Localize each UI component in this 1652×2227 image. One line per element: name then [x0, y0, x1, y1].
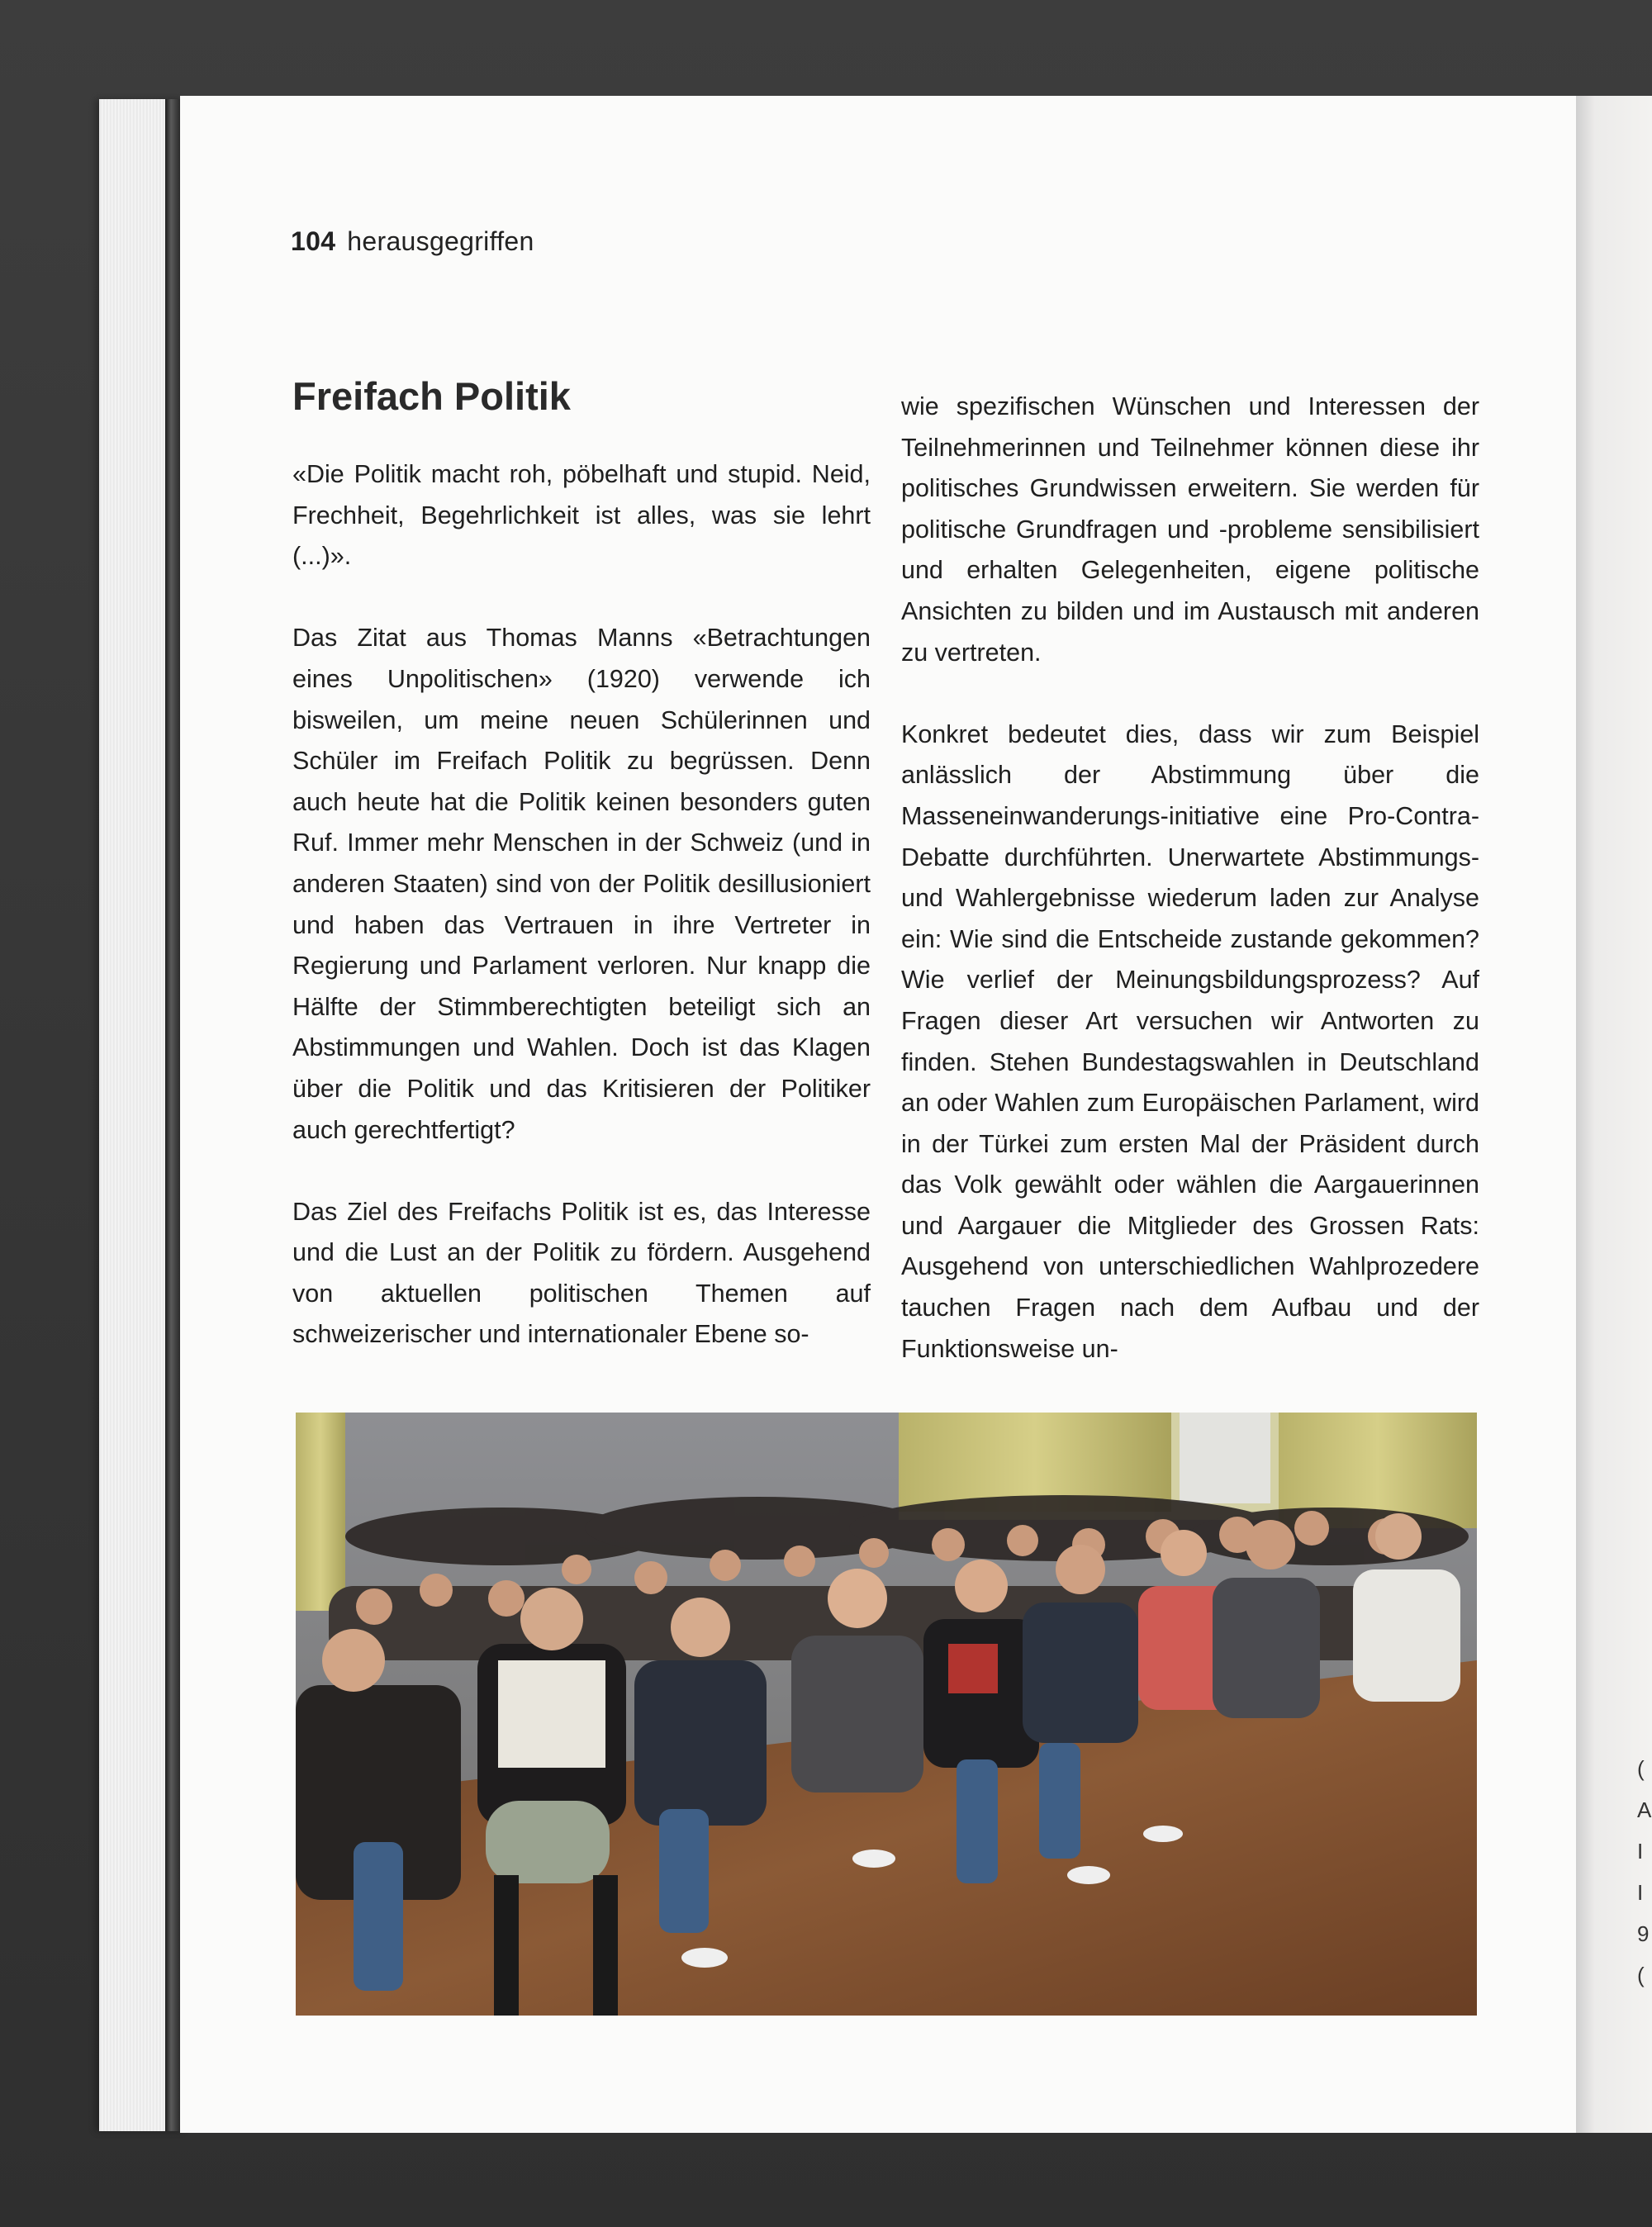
next-page-fragment: I [1637, 1839, 1644, 1864]
paragraph: wie spezifischen Wünschen und Interessen der Teilnehmerinnen und Teilnehmer können diese ihr politisches Grundwissen erweitern. Sie werden für politische Grundfragen und -probleme sensibilisiert und erhalten Gelegenheiten, eigene politische Ansichten zu bilden und im Austausch mit anderen zu vertreten. [901, 392, 1479, 667]
next-page-fragment: 9 [1637, 1921, 1650, 1946]
opening-quote: «Die Politik macht roh, pöbelhaft und stupid. Neid, Frechheit, Begehrlichkeit ist alles, was sie lehrt (...)». [292, 460, 871, 571]
classroom-illustration [296, 1413, 1477, 2016]
paragraph: Das Zitat aus Thomas Manns «Betrachtungen eines Unpolitischen» (1920) verwende ich bisweilen, um meine neuen Schülerinnen und Schüler im Freifach Politik zu begrüssen. Denn auch heute hat die Politik keinen besonders guten Ruf. Immer mehr Menschen in der Schweiz (und in anderen Staaten) sind von der Politik desillusioniert und haben das Vertrauen in ihre Vertreter in Regierung und Parlament verloren. Nur knapp die Hälfte der Stimmberechtigten beteiligt sich an Abstimmungen und Wahlen. Doch ist das Klagen über die Politik und das Kritisieren der Politiker auch gerechtfertigt? [292, 624, 871, 1144]
book-spine [165, 99, 180, 2131]
section-title: herausgegriffen [347, 226, 534, 256]
next-page-edge [1576, 96, 1652, 2133]
page-number: 104 [291, 226, 336, 256]
next-page-fragment: ( [1637, 1756, 1645, 1781]
article-title: Freifach Politik [292, 374, 571, 418]
left-column [292, 372, 871, 1397]
running-head [291, 226, 534, 257]
right-column [901, 387, 1479, 1411]
paragraph: Konkret bedeutet dies, dass wir zum Beispiel anlässlich der Abstimmung über die Masseneinwanderungs-initiative eine Pro-Contra-Debatte durchführten. Unerwartete Abstimmungs- und Wahlergebnisse wiederum laden zur Analyse ein: Wie sind die Entscheide zustande gekommen? Wie verlief der Meinungsbildungsprozess? Auf Fragen dieser Art versuchen wir Antworten zu finden. Stehen Bundestagswahlen in Deutschland an oder Wahlen zum Europäischen Parlament, wird in der Türkei zum ersten Mal der Präsident durch das Volk gewählt oder wählen die Aargauerinnen und Aargauer die Mitglieder des Grossen Rats: Ausgehend von unterschiedlichen Wahlprozedere tauchen Fragen nach dem Aufbau und der Funktionsweise un- [901, 719, 1479, 1363]
paragraph: Das Ziel des Freifachs Politik ist es, das Interesse und die Lust an der Politik zu fördern. Ausgehend von aktuellen politischen Themen auf schweizerischer und internationaler Ebene so- [292, 1197, 871, 1349]
next-page-fragment: A [1637, 1797, 1652, 1822]
next-page-fragment: ( [1637, 1963, 1645, 1987]
book-page [180, 96, 1576, 2133]
next-page-fragment: I [1637, 1880, 1644, 1905]
classroom-photo [296, 1413, 1477, 2016]
